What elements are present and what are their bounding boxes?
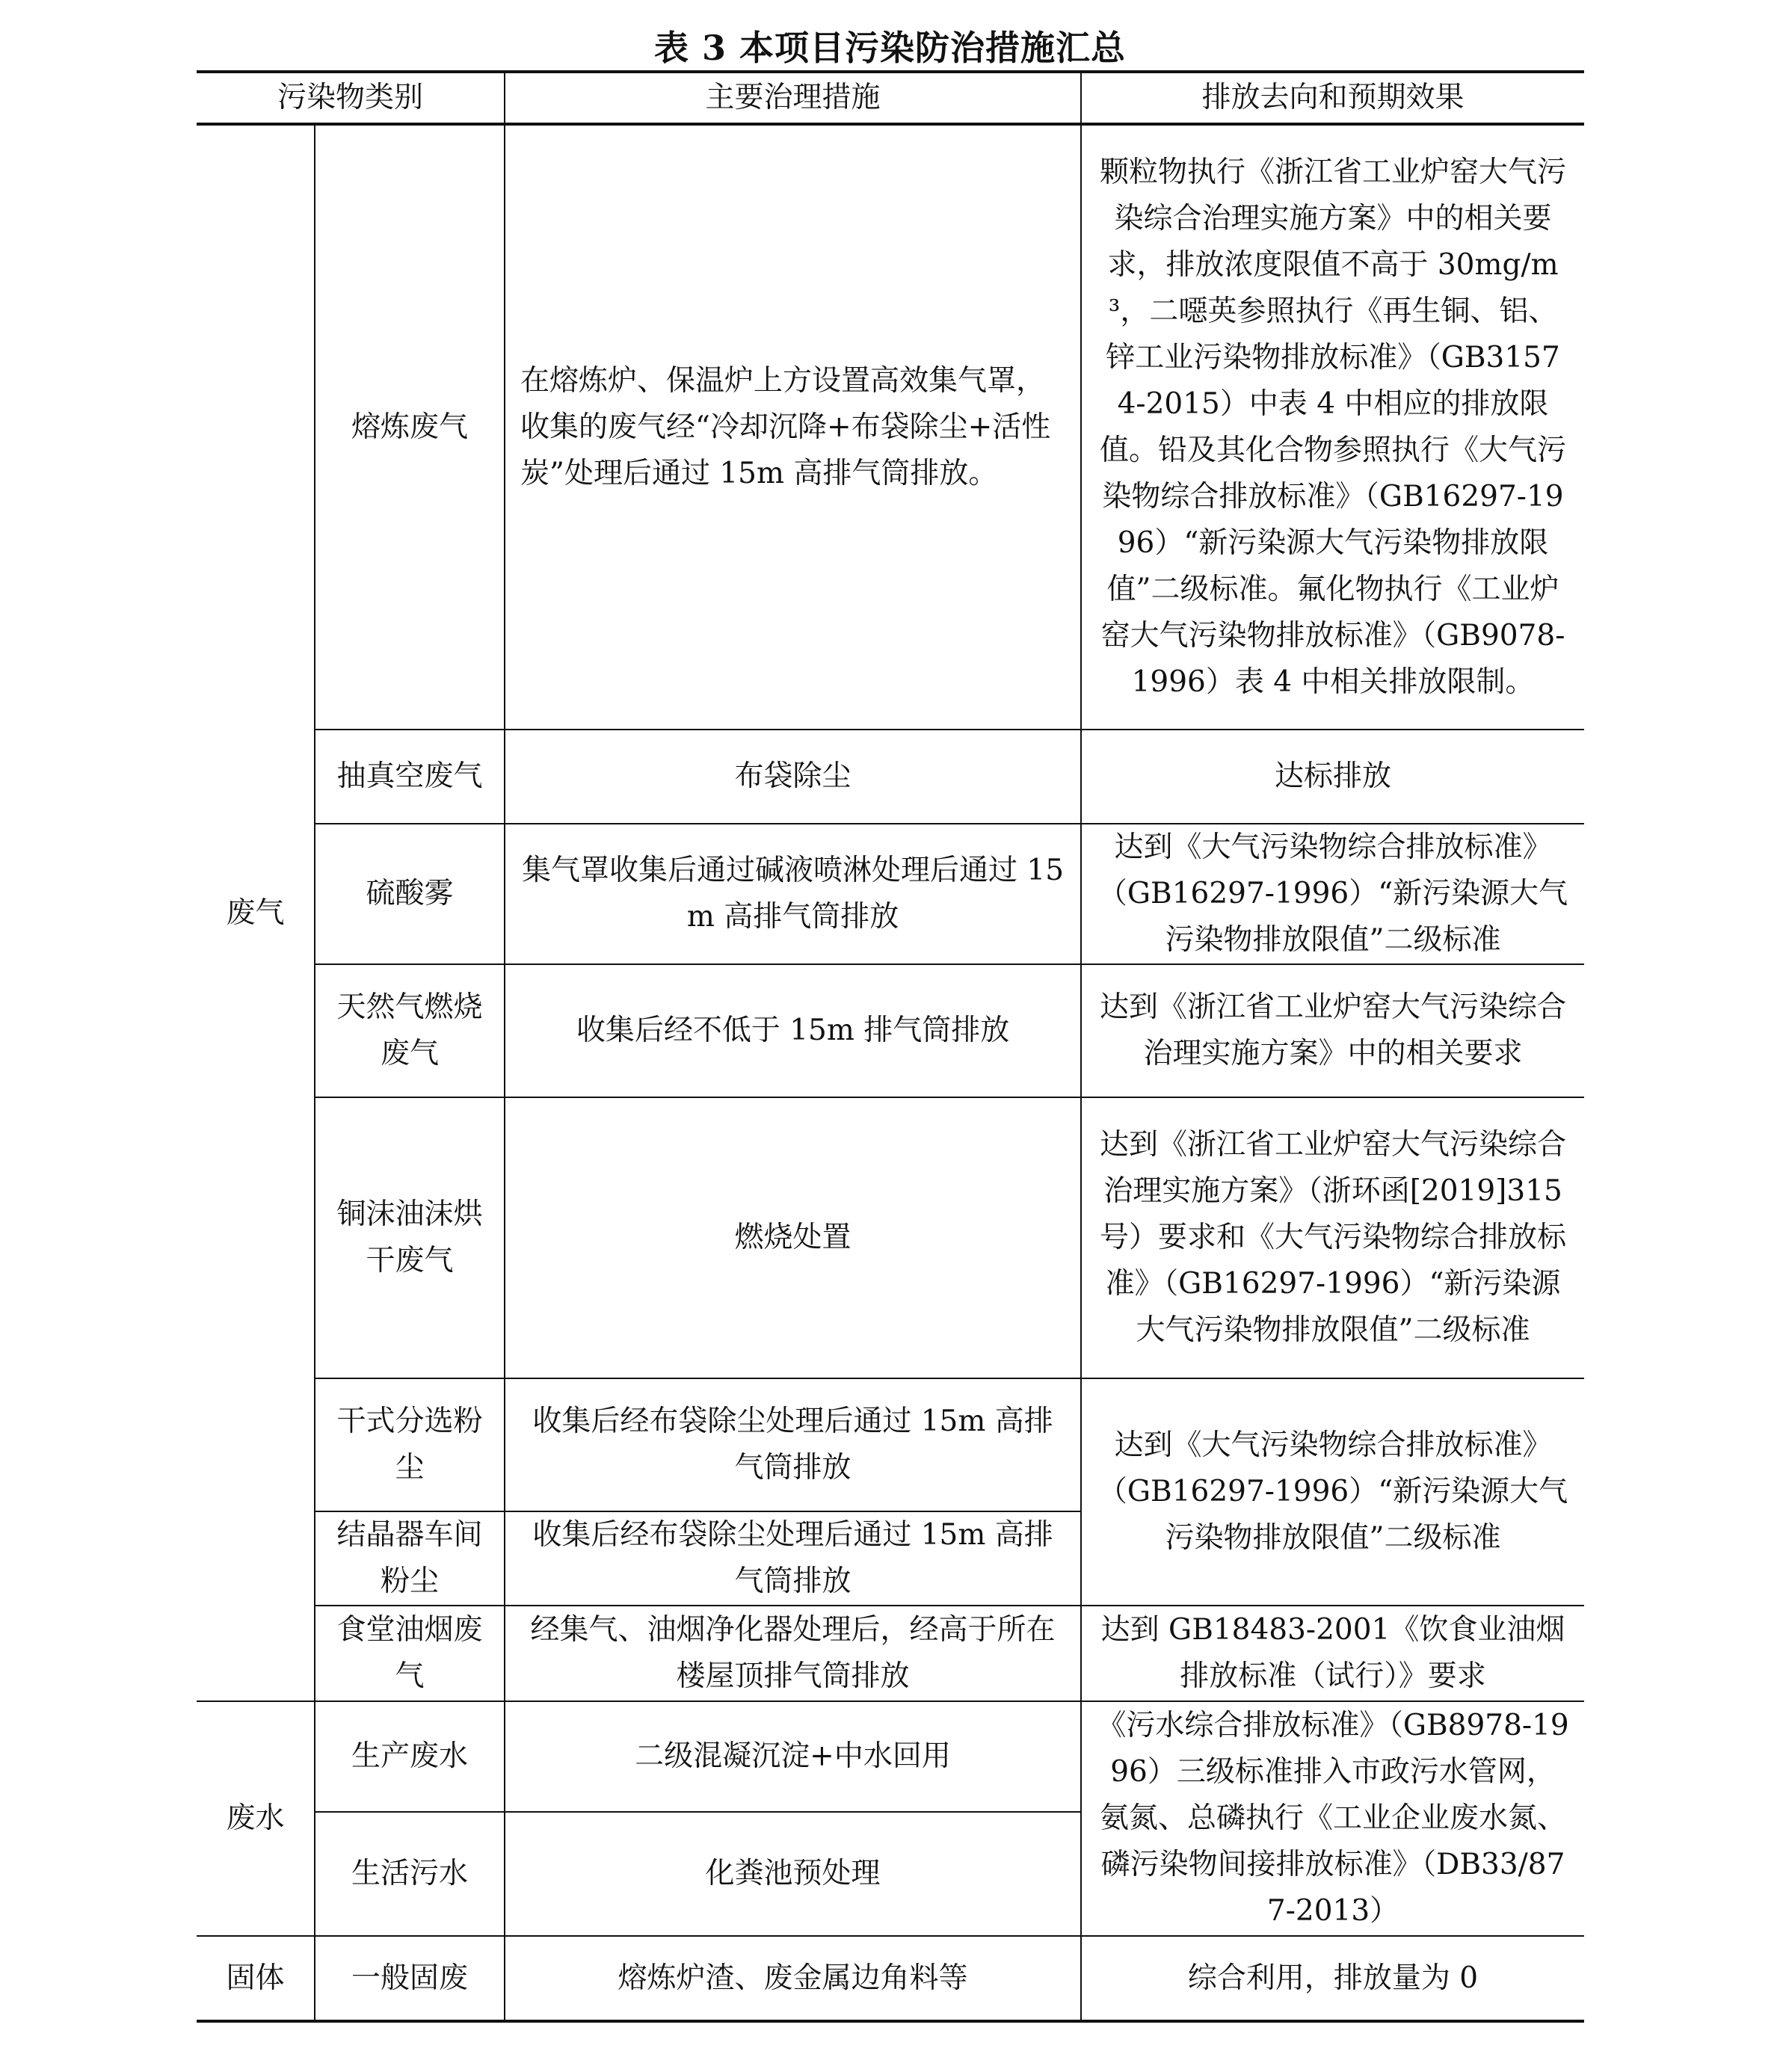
pollution-control-table	[197, 70, 1584, 2023]
row-name: 熔炼废气	[315, 124, 505, 730]
row-name: 结晶器车间粉尘	[315, 1511, 505, 1606]
row-measure: 化粪池预处理	[505, 1812, 1081, 1936]
row-measure: 二级混凝沉淀+中水回用	[505, 1701, 1081, 1812]
category-waste-gas: 废气	[197, 124, 315, 1701]
row-effect: 达到《浙江省工业炉窑大气污染综合治理实施方案》（浙环函[2019]315 号）要求和《大气污染物综合排放标准》（GB16297-1996）“新污染源大气污染物排放限值”二级标准	[1081, 1097, 1584, 1378]
row-measure: 在熔炼炉、保温炉上方设置高效集气罩，收集的废气经“冷却沉降+布袋除尘+活性炭”处理后通过 15m 高排气筒排放。	[505, 124, 1081, 730]
row-effect: 达到 GB18483-2001《饮食业油烟排放标准（试行）》要求	[1081, 1606, 1584, 1701]
table-row	[197, 730, 1584, 824]
header-category: 污染物类别	[197, 72, 505, 124]
table-row	[197, 1701, 1584, 1812]
row-name: 硫酸雾	[315, 824, 505, 964]
header-measure: 主要治理措施	[505, 72, 1081, 124]
row-effect: 《污水综合排放标准》（GB8978-1996）三级标准排入市政污水管网，氨氮、总磷执行《工业企业废水氮、磷污染物间接排放标准》（DB33/877-2013）	[1081, 1701, 1584, 1936]
row-name: 铜沫油沫烘干废气	[315, 1097, 505, 1378]
table-row	[197, 1097, 1584, 1378]
row-name: 天然气燃烧废气	[315, 964, 505, 1097]
table-title: 表 3 本项目污染防治措施汇总	[653, 28, 1127, 68]
row-measure: 收集后经不低于 15m 排气筒排放	[505, 964, 1081, 1097]
row-effect: 达到《大气污染物综合排放标准》（GB16297-1996）“新污染源大气污染物排放限值”二级标准	[1081, 824, 1584, 964]
row-name: 食堂油烟废气	[315, 1606, 505, 1701]
category-waste-water: 废水	[197, 1701, 315, 1936]
table-row	[197, 1936, 1584, 2021]
table-row	[197, 1606, 1584, 1701]
header-row	[197, 72, 1584, 124]
category-solid: 固体	[197, 1936, 315, 2021]
row-name: 生产废水	[315, 1701, 505, 1812]
table-row	[197, 964, 1584, 1097]
table-row	[197, 824, 1584, 964]
row-effect: 达到《浙江省工业炉窑大气污染综合治理实施方案》中的相关要求	[1081, 964, 1584, 1097]
row-effect: 达标排放	[1081, 730, 1584, 824]
row-name: 一般固废	[315, 1936, 505, 2021]
row-effect: 达到《大气污染物综合排放标准》（GB16297-1996）“新污染源大气污染物排放限值”二级标准	[1081, 1378, 1584, 1606]
row-measure: 收集后经布袋除尘处理后通过 15m 高排气筒排放	[505, 1511, 1081, 1606]
row-effect: 颗粒物执行《浙江省工业炉窑大气污染综合治理实施方案》中的相关要求，排放浓度限值不高于 30mg/m³，二噁英参照执行《再生铜、铝、锌工业污染物排放标准》（GB31574-2015）中表 4 中相应的排放限值。铅及其化合物参照执行《大气污染物综合排放标准》（GB16297-1996）“新污染源大气污染物排放限值”二级标准。氟化物执行《工业炉窑大气污染物排放标准》（GB9078-1996）表 4 中相关排放限制。	[1081, 124, 1584, 730]
row-name: 生活污水	[315, 1812, 505, 1936]
row-measure: 收集后经布袋除尘处理后通过 15m 高排气筒排放	[505, 1378, 1081, 1511]
row-measure: 布袋除尘	[505, 730, 1081, 824]
header-effect: 排放去向和预期效果	[1081, 72, 1584, 124]
row-name: 抽真空废气	[315, 730, 505, 824]
table-row	[197, 1378, 1584, 1511]
row-measure: 燃烧处置	[505, 1097, 1081, 1378]
row-measure: 经集气、油烟净化器处理后，经高于所在楼屋顶排气筒排放	[505, 1606, 1081, 1701]
row-measure: 集气罩收集后通过碱液喷淋处理后通过 15m 高排气筒排放	[505, 824, 1081, 964]
table-row	[197, 124, 1584, 730]
row-measure: 熔炼炉渣、废金属边角料等	[505, 1936, 1081, 2021]
row-effect: 综合利用，排放量为 0	[1081, 1936, 1584, 2021]
row-name: 干式分选粉尘	[315, 1378, 505, 1511]
